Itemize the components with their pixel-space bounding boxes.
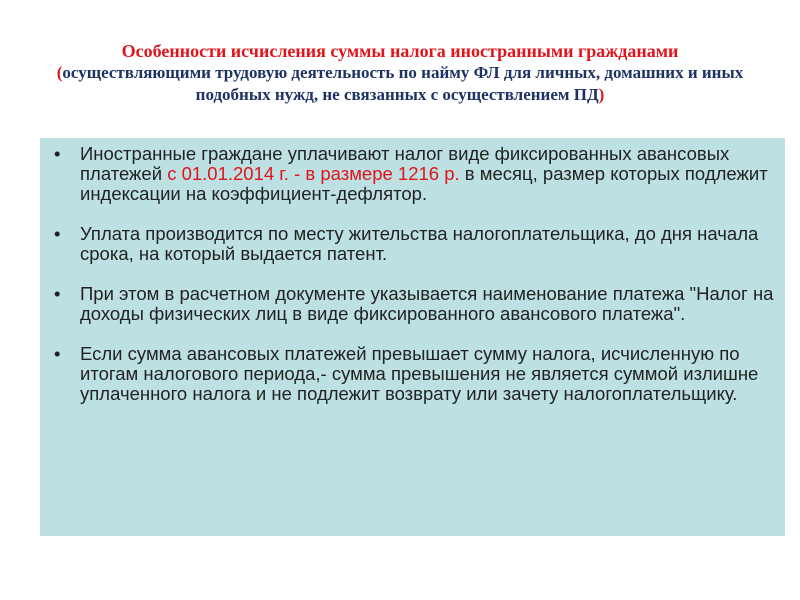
bullet-item (54, 344, 777, 404)
bullet-highlight: с 01.01.2014 г. - в размере 1216 р. (167, 163, 460, 184)
title-paren-open: ( (56, 63, 63, 82)
bullet-icon: • (54, 143, 61, 164)
bullet-list (54, 144, 777, 404)
bullet-icon: • (54, 223, 61, 244)
bullet-text: Если сумма авансовых платежей превышает сумму налога, исчисленную по итогам налогового периода,- сумма превышения не является суммой излишне уплаченного налога и не подлежит возврату или зачету налогоплательщику. (80, 343, 759, 404)
slide-title (20, 40, 780, 106)
bullet-text-continued: в месяц, размер которых подлежит индексации на коэффициент-дефлятор. (80, 163, 768, 204)
title-paren-close: ) (598, 85, 605, 104)
bullet-icon: • (54, 343, 61, 364)
bullet-icon: • (54, 283, 61, 304)
bullet-text: При этом в расчетном документе указывается наименование платежа "Налог на доходы физических лиц в виде фиксированного авансового платежа". (80, 283, 774, 324)
bullet-text: Уплата производится по месту жительства налогоплательщика, до дня начала срока, на который выдается патент. (80, 223, 759, 264)
bullet-item (54, 284, 777, 324)
content-box (40, 138, 785, 536)
title-subtitle (20, 62, 780, 106)
bullet-text: Иностранные граждане уплачивают налог виде фиксированных авансовых платежей (80, 143, 730, 184)
bullet-item (54, 144, 777, 204)
title-main: Особенности исчисления суммы налога иностранными гражданами (121, 41, 679, 61)
bullet-item (54, 224, 777, 264)
title-subtitle-text: осуществляющими трудовую деятельность по найму ФЛ для личных, домашних и иных подобных нужд, не связанных с осуществлением ПД (62, 63, 744, 104)
